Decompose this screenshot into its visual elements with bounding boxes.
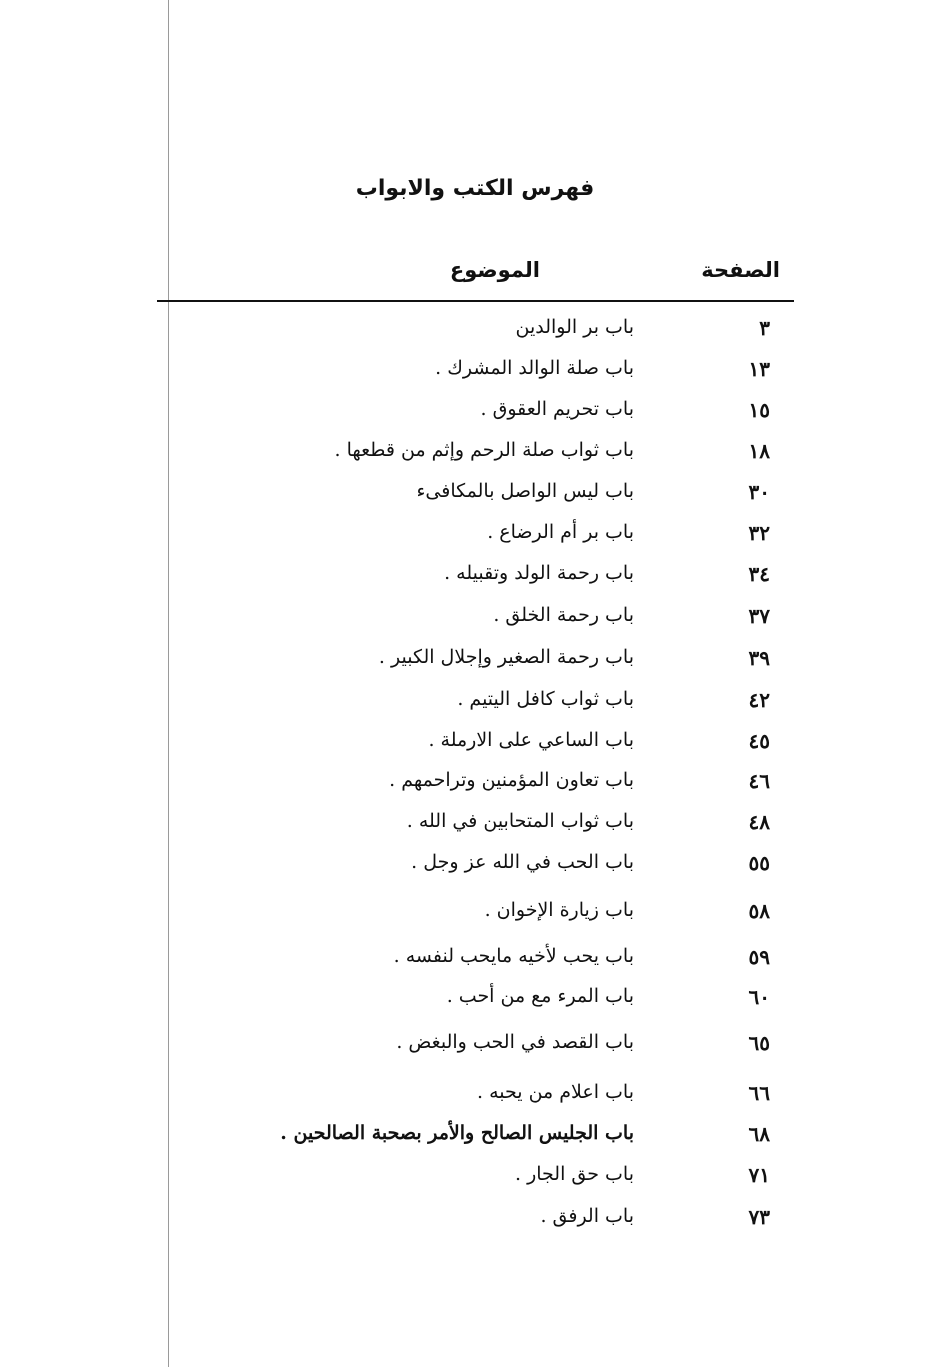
toc-row: [200, 1081, 800, 1111]
toc-topic: باب بر الوالدين: [515, 316, 634, 338]
toc-page-number: ٣٠: [748, 480, 770, 504]
toc-topic: باب الساعي على الارملة .: [428, 729, 634, 751]
toc-page-number: ١٣: [748, 357, 770, 381]
toc-page-number: ٥٩: [748, 945, 770, 969]
toc-row: [200, 316, 800, 346]
toc-topic: باب تعاون المؤمنين وتراحمهم .: [389, 769, 634, 791]
toc-row: [200, 604, 800, 634]
toc-page-number: ٤٢: [748, 688, 770, 712]
toc-page-number: ٣٢: [748, 521, 770, 545]
toc-row: [200, 562, 800, 592]
column-header-page: الصفحة: [701, 258, 780, 282]
toc-page-number: ٧٣: [748, 1205, 770, 1229]
toc-topic: باب رحمة الخلق .: [493, 604, 634, 626]
toc-row: [200, 398, 800, 428]
toc-page-number: ٣٧: [748, 604, 770, 628]
toc-topic: باب حق الجار .: [514, 1163, 634, 1185]
toc-row: [200, 899, 800, 929]
toc-topic: باب القصد في الحب والبغض .: [396, 1031, 634, 1053]
page-margin-line: [168, 0, 169, 1367]
toc-topic: باب اعلام من يحبه .: [477, 1081, 634, 1103]
toc-row: [200, 769, 800, 799]
toc-row: [200, 646, 800, 676]
toc-page-number: ٣٤: [748, 562, 770, 586]
toc-row: [200, 729, 800, 759]
toc-row: [200, 480, 800, 510]
toc-page-number: ٦٠: [748, 985, 770, 1009]
toc-topic: باب الجليس الصالح والأمر بصحبة الصالحين .: [280, 1122, 634, 1144]
toc-row: [200, 1031, 800, 1061]
column-header-topic: الموضوع: [449, 258, 540, 282]
toc-page-number: ٣: [759, 316, 770, 340]
toc-row: [200, 521, 800, 551]
toc-topic: باب ثواب صلة الرحم وإثم من قطعها .: [334, 439, 634, 461]
toc-topic: باب رحمة الولد وتقبيله .: [444, 562, 634, 584]
toc-topic: باب ثواب كافل اليتيم .: [457, 688, 634, 710]
toc-page-number: ٣٩: [748, 646, 770, 670]
toc-topic: باب المرء مع من أحب .: [446, 985, 634, 1007]
toc-row: [200, 1122, 800, 1152]
toc-topic: باب الحب في الله عز وجل .: [411, 851, 634, 873]
toc-topic: باب رحمة الصغير وإجلال الكبير .: [378, 646, 634, 668]
toc-topic: باب ليس الواصل بالمكافىء: [416, 480, 634, 502]
page-title: فهرس الكتب والابواب: [355, 176, 595, 201]
toc-row: [200, 1163, 800, 1193]
toc-page-number: ٧١: [748, 1163, 770, 1187]
toc-topic: باب يحب لأخيه مايحب لنفسه .: [393, 945, 634, 967]
toc-row: [200, 439, 800, 469]
toc-row: [200, 851, 800, 881]
toc-topic: باب صلة الوالد المشرك .: [435, 357, 634, 379]
toc-row: [200, 1205, 800, 1235]
toc-topic: باب تحريم العقوق .: [480, 398, 634, 420]
toc-page-number: ١٥: [748, 398, 770, 422]
toc-row: [200, 688, 800, 718]
toc-topic: باب زيارة الإخوان .: [484, 899, 634, 921]
toc-page-number: ٤٨: [748, 810, 770, 834]
toc-page-number: ٦٥: [748, 1031, 770, 1055]
toc-page-number: ٦٨: [748, 1122, 770, 1146]
toc-page-number: ٥٨: [748, 899, 770, 923]
toc-page-number: ٦٦: [748, 1081, 770, 1105]
toc-page-number: ٤٥: [748, 729, 770, 753]
toc-topic: باب الرفق .: [540, 1205, 634, 1227]
toc-row: [200, 985, 800, 1015]
toc-page-number: ١٨: [748, 439, 770, 463]
toc-page-number: ٤٦: [748, 769, 770, 793]
toc-row: [200, 945, 800, 975]
toc-topic: باب ثواب المتحابين في الله .: [406, 810, 634, 832]
toc-page-number: ٥٥: [748, 851, 770, 875]
toc-row: [200, 810, 800, 840]
toc-row: [200, 357, 800, 387]
header-rule: [157, 300, 794, 302]
toc-topic: باب بر أم الرضاع .: [487, 521, 634, 543]
